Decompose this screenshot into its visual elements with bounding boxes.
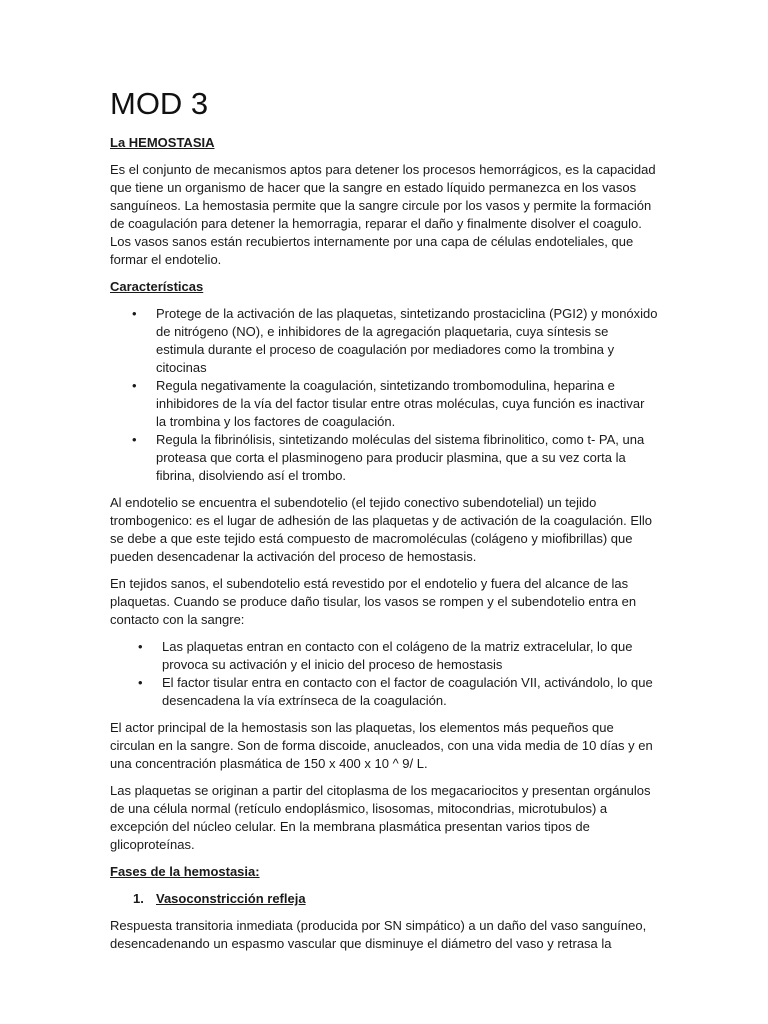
list-item-text: Regula negativamente la coagulación, sintetizando trombomodulina, heparina e inhibidores de la vía del factor tisular entre otras moléculas, cuya función es inactivar la trombina y los factores de coagulación. [156, 378, 645, 429]
list-item-text: Regula la fibrinólisis, sintetizando moléculas del sistema fibrinolitico, como t- PA, una proteasa que corta el plasminogeno para producir plasmina, que a su vez corta la fibrina, disolviendo así el trombo. [156, 432, 645, 483]
numbered-list-fases [110, 890, 658, 908]
paragraph-tejidos-sanos: En tejidos sanos, el subendotelio está revestido por el endotelio y fuera del alcance de las plaquetas. Cuando se produce daño tisular, los vasos se rompen y el subendotelio entra en contacto con la sangre: [110, 576, 637, 627]
list-item [110, 431, 658, 485]
list-item [110, 890, 658, 908]
paragraph-subendotelio: Al endotelio se encuentra el subendotelio (el tejido conectivo subendotelial) un tejido trombogenico: es el lugar de adhesión de las plaquetas y de activación de la coagulación. Ello se debe a que este tejido está compuesto de macromoléculas (colágeno y miofibrillas) que pueden desencadenar la activación del proceso de hemostasis. [110, 495, 653, 564]
document-page [110, 84, 658, 962]
bullet-icon: • [138, 675, 143, 690]
list-number: 1. [133, 891, 144, 906]
paragraph-vasoconstriccion: Respuesta transitoria inmediata (producida por SN simpático) a un daño del vaso sanguíneo, desencadenando un espasmo vascular que disminuye el diámetro del vaso y retrasa la [110, 918, 647, 951]
bullet-icon: • [132, 306, 137, 321]
list-item-text: Las plaquetas entran en contacto con el colágeno de la matriz extracelular, lo que provoca su activación y el inicio del proceso de hemostasis [162, 639, 633, 672]
paragraph-plaquetas: El actor principal de la hemostasis son las plaquetas, los elementos más pequeños que circulan en la sangre. Son de forma discoide, anucleados, con una vida media de 10 días y en una concentración plasmática de 150 x 400 x 10 ^ 9/ L. [110, 720, 653, 771]
section-heading-fases: Fases de la hemostasia: [110, 864, 260, 879]
list-item-text: Vasoconstricción refleja [156, 891, 306, 906]
bullet-icon: • [138, 639, 143, 654]
bullet-icon: • [132, 432, 137, 447]
list-item [110, 305, 658, 377]
list-item-text: El factor tisular entra en contacto con el factor de coagulación VII, activándolo, lo que desencadena la vía extrínseca de la coagulación. [162, 675, 653, 708]
bullet-list-caracteristicas [110, 305, 658, 485]
list-item [110, 674, 658, 710]
bullet-list-dano-tisular [110, 638, 658, 710]
paragraph-origen-plaquetas: Las plaquetas se originan a partir del citoplasma de los megacariocitos y presentan orgánulos de una célula normal (retículo endoplásmico, lisosomas, mitocondrias, microtubulos) a excepción del núcleo celular. En la membrana plasmática presentan varios tipos de glicoproteínas. [110, 783, 651, 852]
bullet-icon: • [132, 378, 137, 393]
section-heading-caracteristicas: Características [110, 279, 204, 294]
section-heading-hemostasia: La HEMOSTASIA [110, 135, 215, 150]
list-item [110, 377, 658, 431]
paragraph-intro: Es el conjunto de mecanismos aptos para detener los procesos hemorrágicos, es la capacidad que tiene un organismo de hacer que la sangre en estado líquido permanezca en los vasos sanguíneos. La hemostasia permite que la sangre circule por los vasos y permite la formación de coagulación para detener la hemorragia, reparar el daño y finalmente disolver el coagulo. Los vasos sanos están recubiertos internamente por una capa de células endoteliales, que formar el endotelio. [110, 162, 656, 267]
list-item [110, 638, 658, 674]
list-item-text: Protege de la activación de las plaquetas, sintetizando prostaciclina (PGI2) y monóxido de nitrógeno (NO), e inhibidores de la agregación plaquetaria, cuya síntesis se estimula durante el proceso de coagulación por mediadores como la trombina y citocinas [156, 306, 658, 375]
page-title: MOD 3 [110, 86, 209, 121]
